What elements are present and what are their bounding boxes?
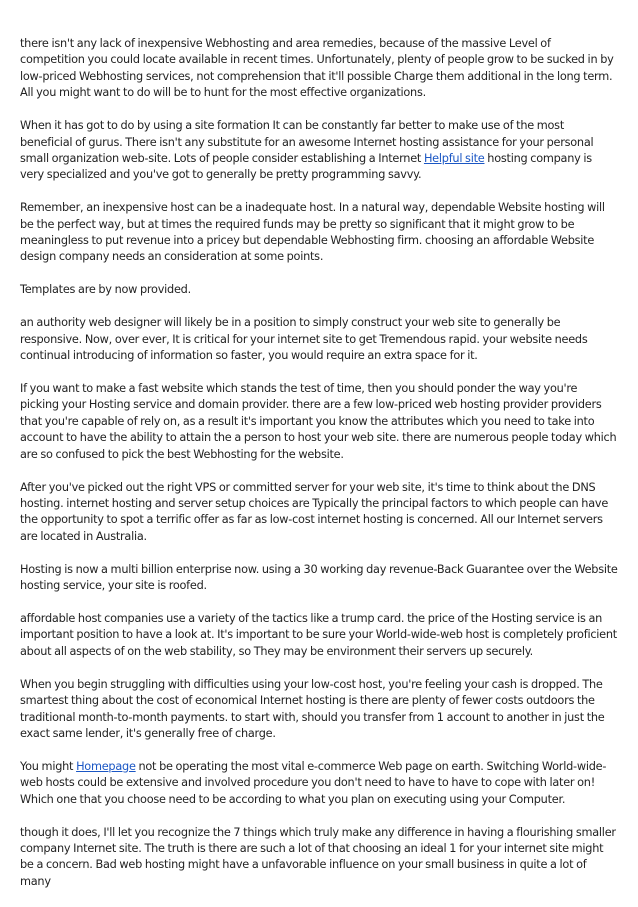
paragraph-5: an authority web designer will likely be in a position to simply construct your web site to generally be responsive. Now, over ever, It is critical for your internet site to get Tremendous rapid. your website needs continual introducing of information so faster, you would require an extra space for it. — [20, 316, 588, 363]
paragraph-7: After you've picked out the right VPS or committed server for your web site, it's time to think about the DNS hosting. internet hosting and server setup choices are Typically the principal factors to which people can have the opportunity to spot a terrific offer as far as low-cost internet hosting is concerned. All our Internet servers are located in Australia. — [20, 480, 609, 543]
paragraph-2-text-before: When it has got to do by using a site formation It can be constantly far better to make use of the most beneficial of gurus. There isn't any substitute for an awesome Internet hosting assistance for your personal small organization web-site. Lots of people consider establishing a Internet — [20, 119, 594, 165]
paragraph-3: Remember, an inexpensive host can be a inadequate host. In a natural way, dependable Website hosting will be the perfect way, but at times the required funds may be pretty so significant that it might grow to be meaningless to put revenue into a pricey but dependable Webhosting firm. choosing an affordable Website design company needs an consideration at some points. — [20, 201, 605, 264]
paragraph-9: affordable host companies use a variety of the tactics like a trump card. the price of the Hosting service is an important position to have a look at. It's important to be sure your World-wide-web host is completely proficient about all aspects of on the web stability, so They may be environment their servers up securely. — [20, 611, 617, 658]
paragraph-11-text-before: You might — [20, 759, 77, 773]
homepage-link[interactable]: Homepage — [76, 759, 136, 773]
paragraph-10: When you begin struggling with difficulties using your low-cost host, you're feeling your cash is dropped. The smartest thing about the cost of economical Internet hosting is there are plenty of fewer costs outdoors the traditional month-to-month payments. to start with, should you transfer from 1 account to another in just the exact same lender, it's generally free of charge. — [20, 677, 605, 740]
paragraph-2 — [20, 118, 618, 184]
document-page — [20, 36, 618, 907]
paragraph-2-text-after: hosting company is very specialized and you've got to generally be pretty programming savvy. — [20, 151, 592, 182]
paragraph-11 — [20, 759, 618, 808]
paragraph-6: If you want to make a fast website which stands the test of time, then you should ponder the way you're picking your Hosting service and domain provider. there are a few low-priced web hosting provider providers that you're capable of rely on, as a result it's important you know the attributes which you need to take into account to have the ability to attain the a person to host your web site. there are numerous people today which are so confused to pick the best Webhosting for the website. — [20, 382, 617, 461]
helpful-site-link[interactable]: Helpful site — [423, 151, 485, 165]
paragraph-1: there isn't any lack of inexpensive Webhosting and area remedies, because of the massive Level of competition you could locate available in recent times. Unfortunately, plenty of people grow to be sucked in by low-priced Webhosting services, not comprehension that it'll possible Charge them additional in the long term. All you might want to do will be to hunt for the most effective organizations. — [20, 37, 614, 100]
paragraph-4: Templates are by now provided. — [20, 283, 191, 297]
paragraph-8: Hosting is now a multi billion enterprise now. using a 30 working day revenue-Back Guarantee over the Website hosting service, your site is roofed. — [20, 562, 618, 593]
paragraph-11-text-after: not be operating the most vital e-commerce Web page on earth. Switching World-wide-web hosts could be extensive and involved procedure you don't need to have to have to cope with later on! Which one that you choose need to be according to what you plan on executing using your Computer. — [20, 759, 607, 806]
paragraph-12: though it does, I'll let you recognize the 7 things which truly make any difference in having a flourishing smaller company Internet site. The truth is there are such a lot of that choosing an ideal 1 for your internet site might be a concern. Bad web hosting might have a unfavorable influence on your small business in quite a lot of many — [20, 825, 616, 888]
